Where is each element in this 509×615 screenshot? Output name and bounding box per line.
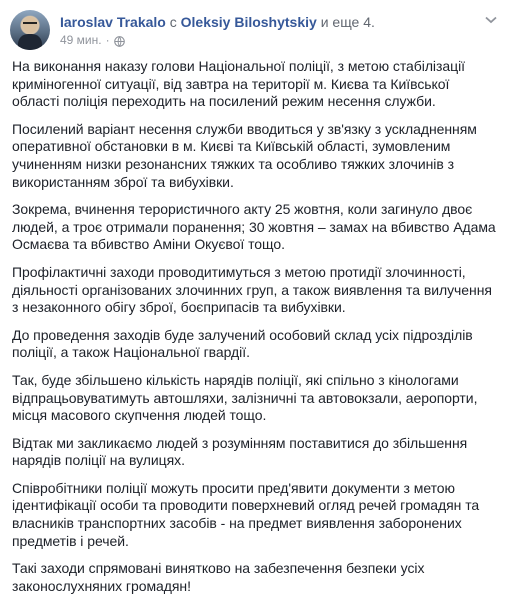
avatar[interactable] [10, 10, 50, 50]
post-paragraph: Профілактичні заходи проводитимуться з метою протидії злочинності, діяльності організованих злочинних груп, а також виявлення та вилучення з незаконного обігу зброї, боєприпасів та вибухівки. [12, 263, 492, 316]
author-line [60, 13, 375, 31]
post-paragraph: Відтак ми закликаємо людей з розумінням поставитися до збільшення нарядів поліції на вулицях. [12, 434, 468, 469]
post-paragraph: На виконання наказу голови Національної поліції, з метою стабілізації криміногенної ситуації, від завтра на території м. Києва та Київської області поліція переходить на посилений режим несення служби. [12, 58, 465, 110]
post-paragraph: До проведення заходів буде залучений особовий склад усіх підрозділів поліції, а також Національної гвардії. [12, 326, 473, 361]
post-meta [60, 32, 125, 48]
avatar-glasses [23, 22, 37, 28]
chevron-down-icon[interactable] [483, 12, 499, 28]
post-paragraph: Зокрема, вчинення терористичного акту 25 жовтня, коли загинуло двоє людей, а троє отримали поранення; 30 жовтня – замах на вбивство Адама Осмаєва та вбивство Аміни Окуєвої тощо. [12, 201, 496, 253]
tagged-person-link[interactable]: Oleksiy Biloshytskiy [180, 14, 317, 30]
others-link[interactable]: и еще 4. [320, 14, 375, 30]
author-name-link[interactable]: Iaroslav Trakalo [60, 14, 166, 30]
timestamp-link[interactable]: 49 мин. [60, 33, 102, 47]
with-text: с [169, 14, 177, 30]
post-paragraph: Співробітники поліції можуть просити пред'явити документи з метою ідентифікації особи та проводити поверхневий огляд речей громадян та власників транспортних засобів - на предмет виявлення заборонених предметів і речей. [12, 479, 480, 549]
globe-icon[interactable] [114, 35, 125, 46]
avatar-shirt [18, 34, 42, 50]
post-header [10, 10, 499, 52]
post-paragraph: Так, буде збільшено кількість нарядів поліції, які спільно з кінологами відпрацьовуватимуть автошляхи, залізничні та автовокзали, аеропорти, місця масового скупчення людей тощо. [12, 371, 478, 424]
meta-separator: · [105, 33, 110, 47]
post-paragraph: Посилений варіант несення служби вводиться у зв'язку з ускладненням оперативної обстановки в м. Києві та Київській області, зумовленим учиненням низки резонансних тяжких та особливо тяжких злочинів з використанням зброї та вибухівки. [12, 120, 477, 190]
post-paragraph: Такі заходи спрямовані винятково на забезпечення безпеки усіх законослухняних громадян! [12, 560, 425, 594]
post-body [12, 58, 500, 605]
